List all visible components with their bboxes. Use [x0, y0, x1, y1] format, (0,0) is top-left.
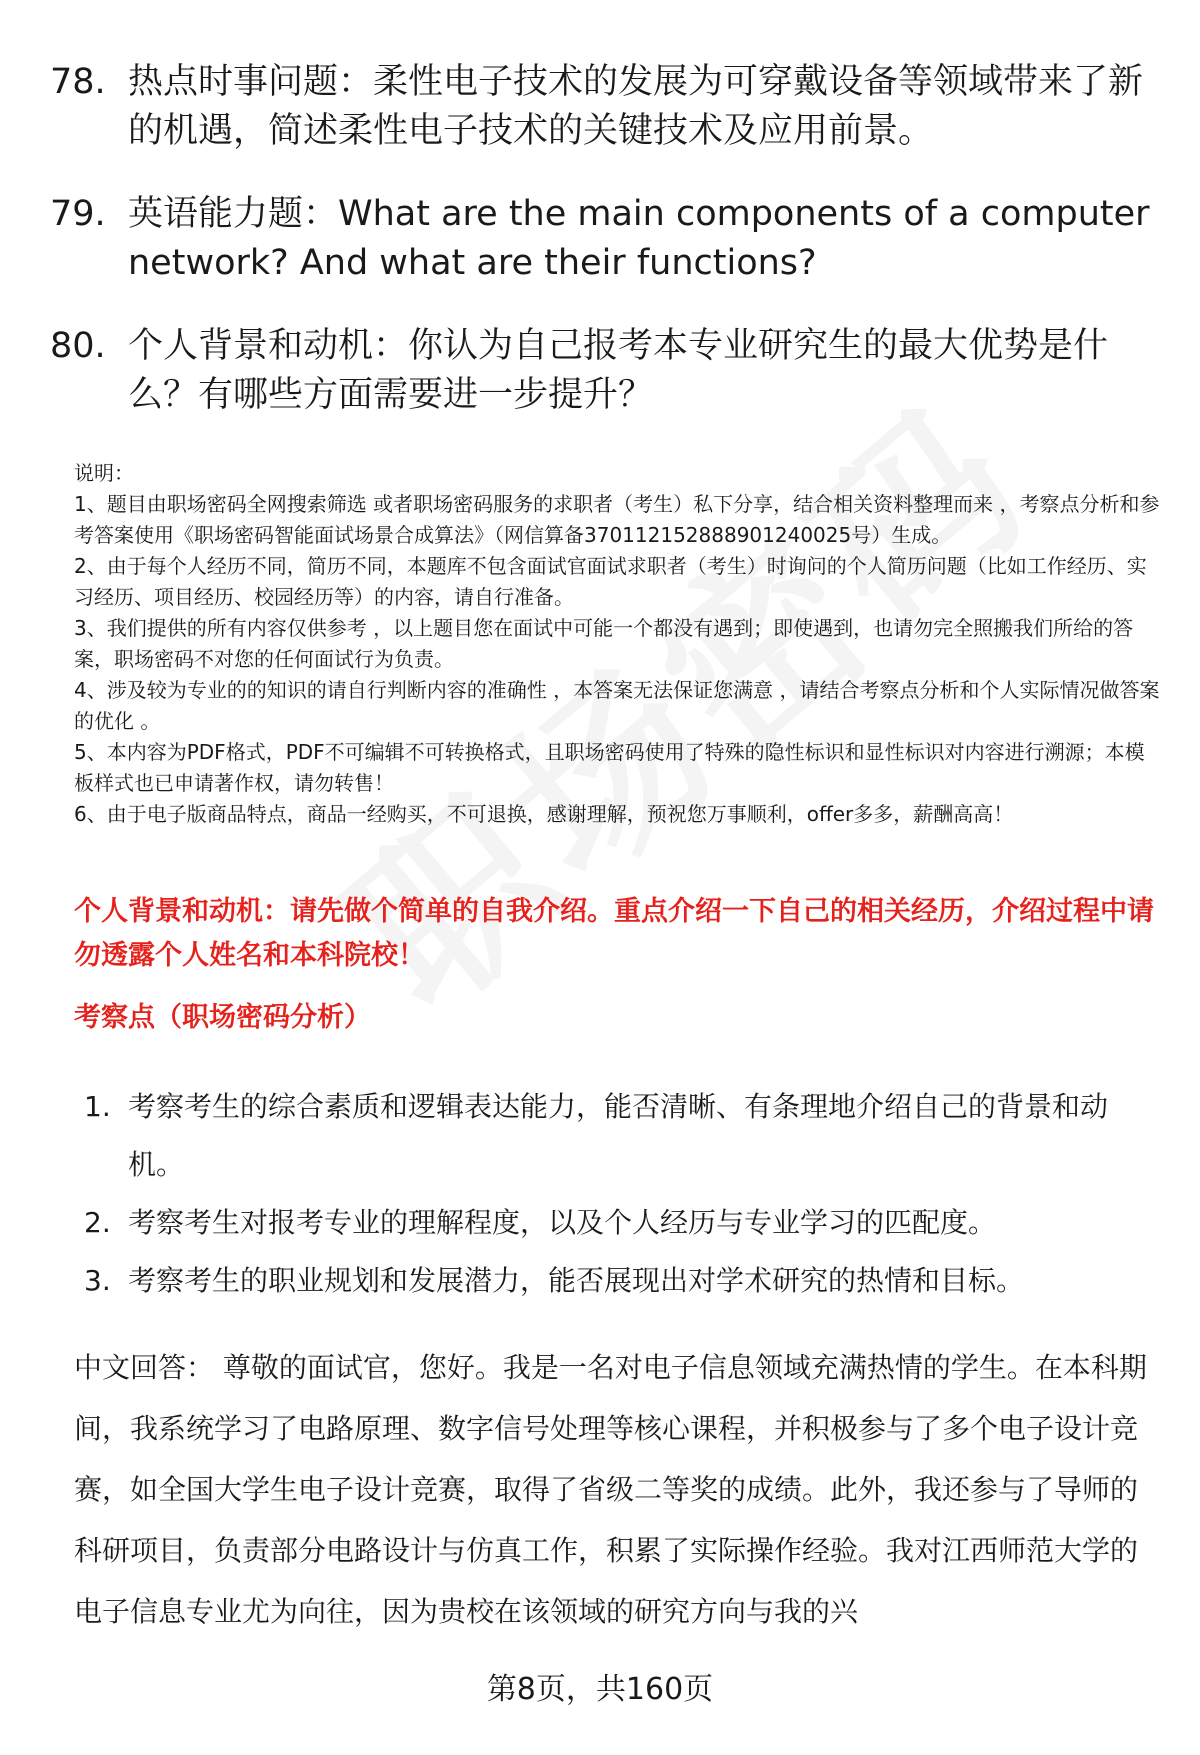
analysis-point — [84, 1252, 1160, 1310]
question-number: 80. — [50, 326, 106, 366]
point-text: 考察考生的职业规划和发展潜力，能否展现出对学术研究的热情和目标。 — [128, 1264, 1025, 1297]
analysis-point — [84, 1078, 1160, 1194]
notes-title: 说明： — [74, 461, 134, 485]
point-text: 考察考生的综合素质和逻辑表达能力，能否清晰、有条理地介绍自己的背景和动机。 — [128, 1090, 1109, 1181]
note-item: 5、本内容为PDF格式，PDF不可编辑不可转换格式，且职场密码使用了特殊的隐性标识和显性标识对内容进行溯源；本模板样式也已申请著作权，请勿转售！ — [74, 740, 1145, 795]
question-text: 热点时事问题：柔性电子技术的发展为可穿戴设备等领域带来了新的机遇，简述柔性电子技术的关键技术及应用前景。 — [128, 62, 1144, 151]
note-item: 2、由于每个人经历不同，简历不同，本题库不包含面试官面试求职者（考生）时询问的个人简历问题（比如工作经历、实习经历、项目经历、校园经历等）的内容，请自行准备。 — [74, 554, 1147, 609]
question-number: 78. — [50, 62, 106, 102]
question-78 — [50, 58, 1160, 156]
point-text: 考察考生对报考专业的理解程度，以及个人经历与专业学习的匹配度。 — [128, 1206, 997, 1239]
point-number: 3. — [84, 1264, 111, 1297]
note-item: 4、涉及较为专业的的知识的请自行判断内容的准确性 ，本答案无法保证您满意 ，请结合考察点分析和个人实际情况做答案的优化 。 — [74, 678, 1160, 733]
featured-question: 个人背景和动机：请先做个简单的自我介绍。重点介绍一下自己的相关经历，介绍过程中请勿透露个人姓名和本科院校！ — [74, 896, 1154, 971]
question-text: 个人背景和动机：你认为自己报考本专业研究生的最大优势是什么？有哪些方面需要进一步提升？ — [128, 326, 1109, 415]
analysis-point — [84, 1194, 1160, 1252]
question-79 — [50, 190, 1160, 288]
page-footer: 第8页，共160页 — [486, 1672, 714, 1707]
chinese-answer: 中文回答： 尊敬的面试官，您好。我是一名对电子信息领域充满热情的学生。在本科期间，我系统学习了电路原理、数字信号处理等核心课程，并积极参与了多个电子设计竞赛，如全国大学生电子设计竞赛，取得了省级二等奖的成绩。此外，我还参与了导师的科研项目，负责部分电路设计与仿真工作，积累了实际操作经验。我对江西师范大学的电子信息专业尤为向往，因为贵校在该领域的研究方向与我的兴 — [74, 1351, 1147, 1628]
question-80 — [50, 322, 1160, 420]
question-text: 英语能力题：What are the main components of a computer network? And what are their functions? — [128, 194, 1150, 283]
analysis-points — [84, 1078, 1160, 1310]
point-number: 2. — [84, 1206, 111, 1239]
note-item: 1、题目由职场密码全网搜索筛选 或者职场密码服务的求职者（考生）私下分享，结合相关资料整理而来 ，考察点分析和参考答案使用《职场密码智能面试场景合成算法》（网信算备370112152888901240025号）生成。 — [74, 492, 1160, 547]
point-number: 1. — [84, 1090, 111, 1123]
analysis-title: 考察点（职场密码分析） — [74, 1002, 371, 1033]
note-item: 6、由于电子版商品特点，商品一经购买，不可退换，感谢理解，预祝您万事顺利，offer多多，薪酬高高！ — [74, 802, 1014, 826]
note-item: 3、我们提供的所有内容仅供参考 ，以上题目您在面试中可能一个都没有遇到；即使遇到，也请勿完全照搬我们所给的答案，职场密码不对您的任何面试行为负责。 — [74, 616, 1134, 671]
disclaimer-notes — [74, 458, 1160, 830]
question-number: 79. — [50, 194, 106, 234]
